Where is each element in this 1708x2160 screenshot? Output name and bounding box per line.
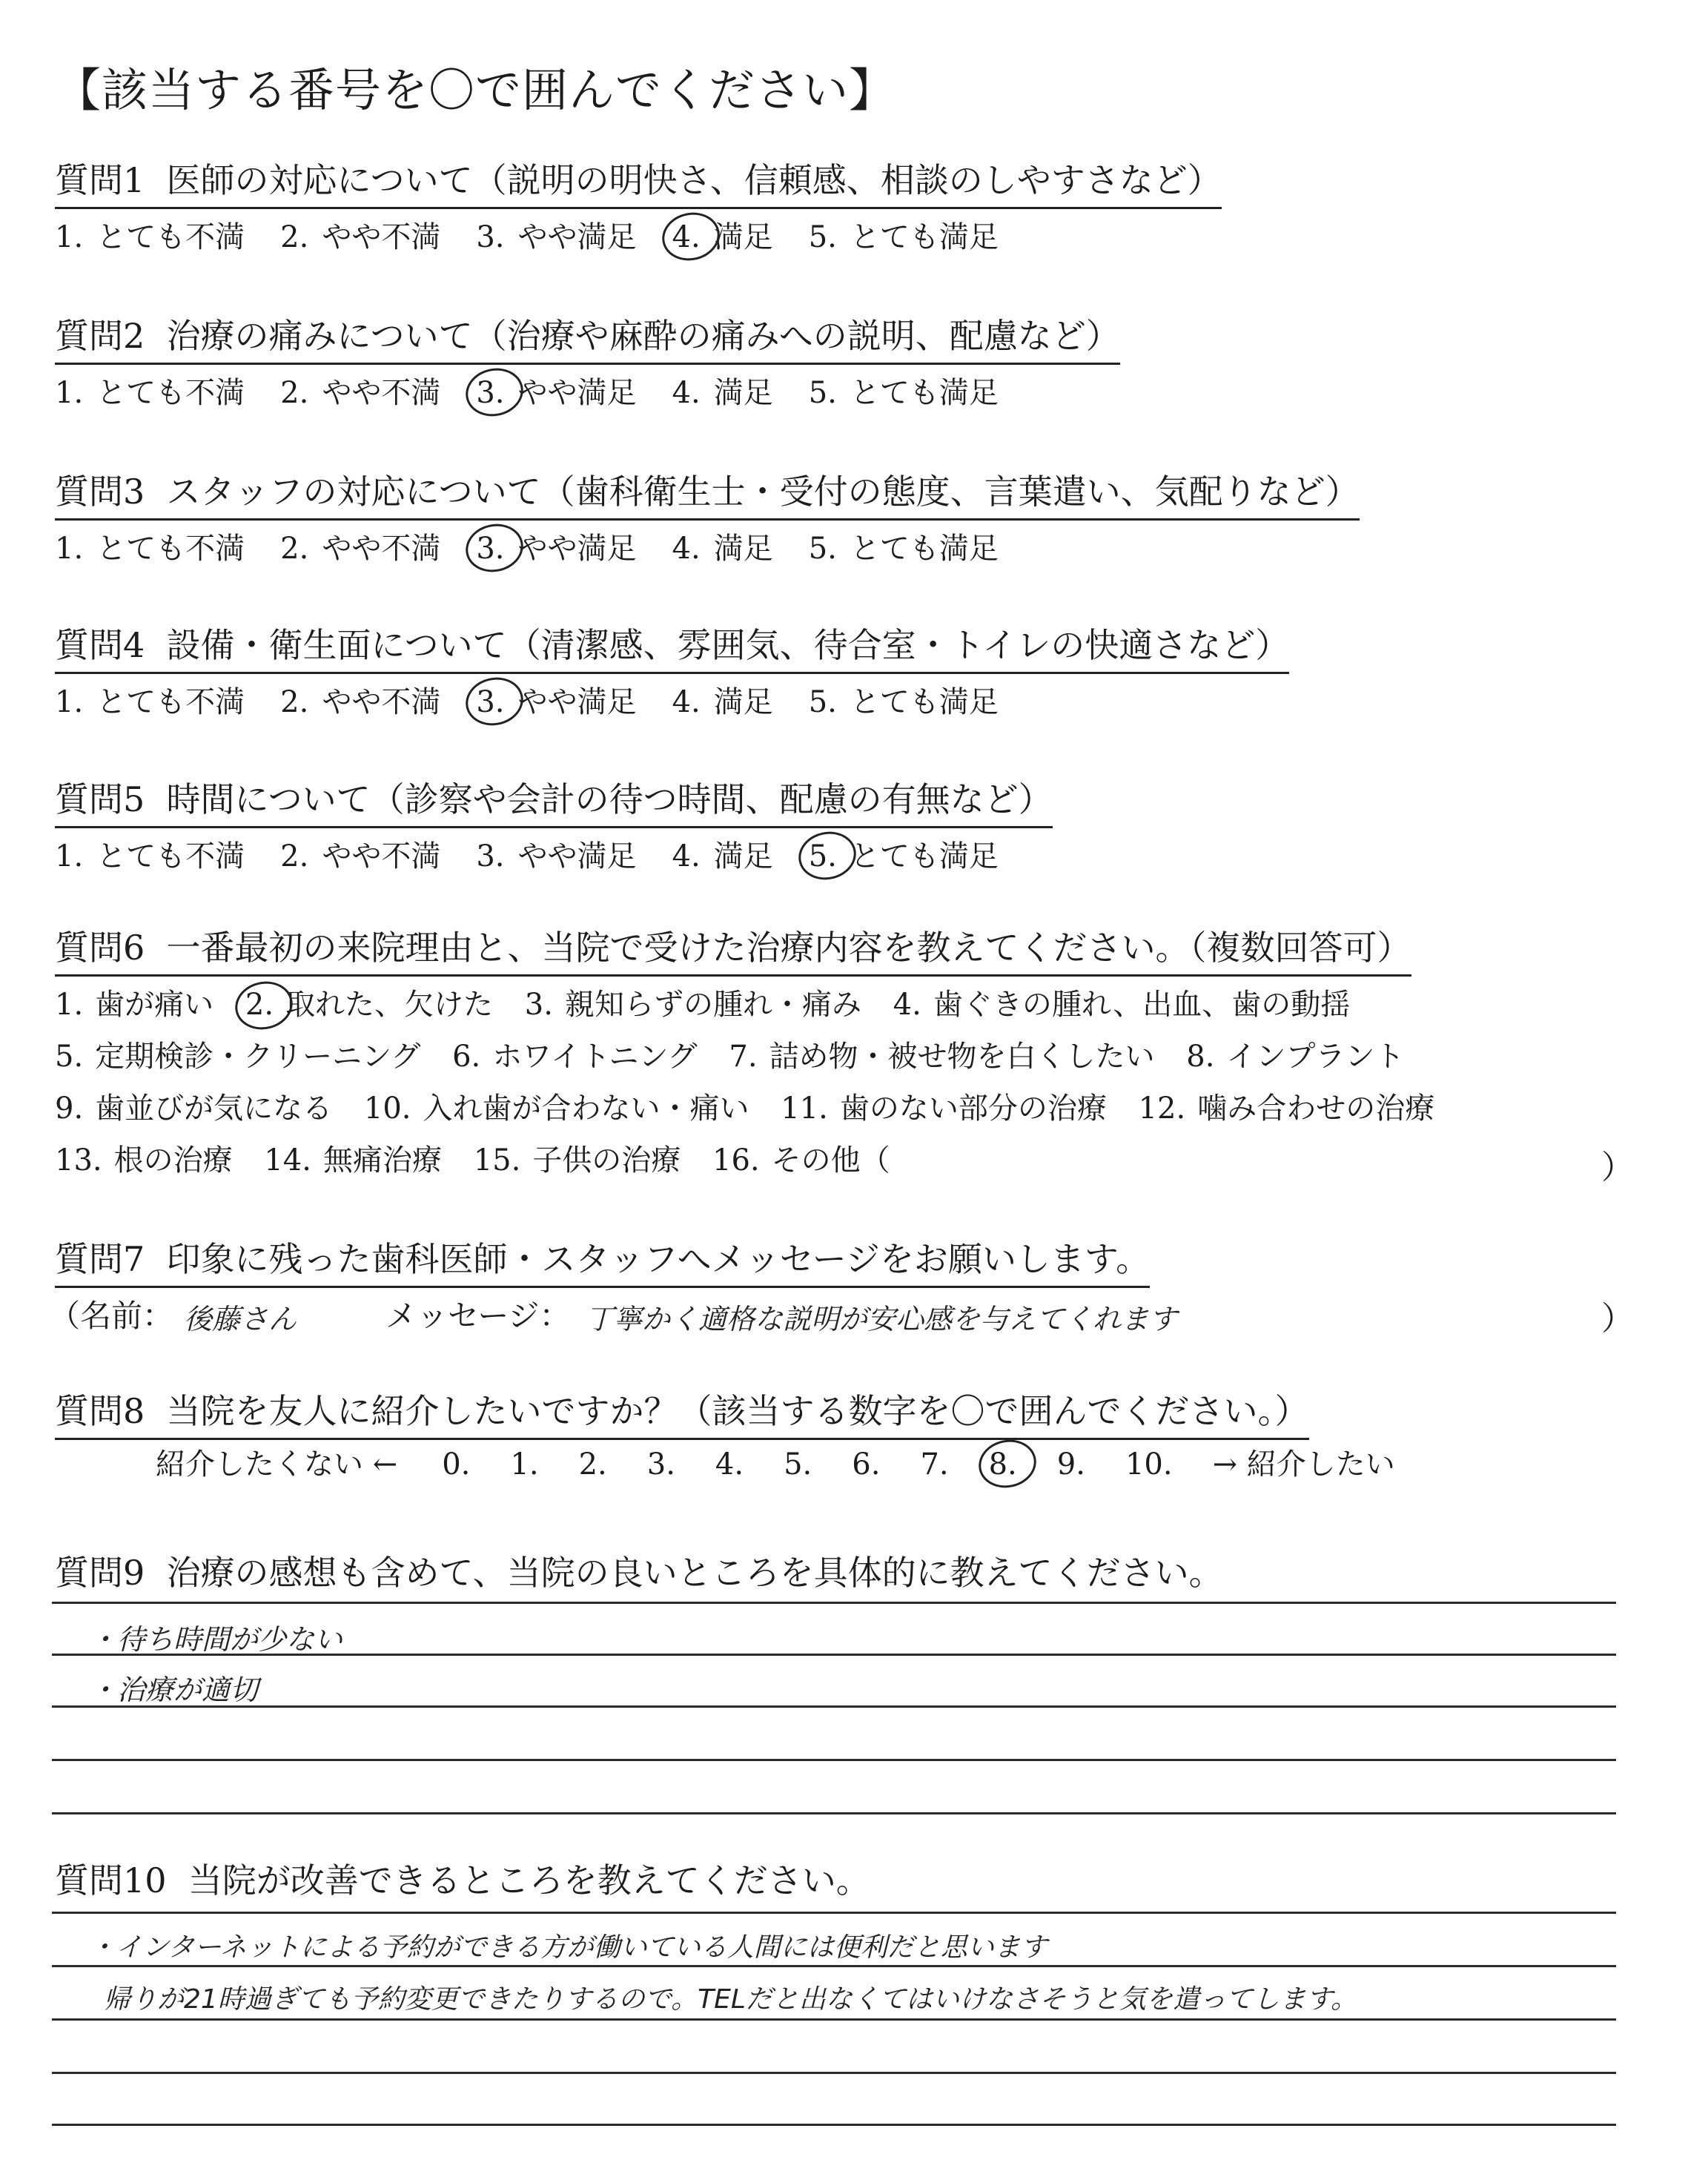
q6-option[interactable]: 入れ歯が合わない・痛い	[423, 1091, 749, 1126]
q10-answer-line[interactable]: 帰りが21時過ぎても予約変更できたりするので。TELだと出なくてはいけなさそうと気を遣ってします。	[104, 1984, 1358, 2015]
option-label[interactable]: やや満足	[517, 532, 637, 566]
q7-name-value[interactable]: 後藤さん	[184, 1303, 297, 1335]
q6-row-2: 5. 定期検診・クリーニング 6. ホワイトニング 7. 詰め物・被せ物を白くしたい 8. インプラント	[55, 1040, 1405, 1074]
question-2-text: 治療の痛みについて（治療や麻酔の痛みへの説明、配慮など）	[166, 316, 1120, 356]
option-number-selected[interactable]: 3.	[476, 685, 505, 719]
question-5-options	[55, 838, 1034, 875]
option-number[interactable]: 4.	[672, 839, 701, 873]
q8-left-label: 紹介したくない ←	[156, 1447, 398, 1482]
question-2-options	[55, 374, 1034, 412]
question-4-text: 設備・衛生面について（清潔感、雰囲気、待合室・トイレの快適さなど）	[166, 625, 1290, 665]
option-number[interactable]: 2.	[280, 220, 309, 254]
question-4-options	[55, 684, 1034, 721]
question-1-heading	[55, 159, 1222, 209]
option-number[interactable]: 1.	[55, 532, 84, 566]
option-number[interactable]: 5.	[808, 376, 837, 410]
q6-option[interactable]: 詰め物・被せ物を白くしたい	[769, 1040, 1155, 1074]
q6-option[interactable]: インプラント	[1226, 1040, 1405, 1074]
q6-row-1: 1. 歯が痛い 2. 取れた、欠けた 3. 親知らずの腫れ・痛み 4. 歯ぐきの腫れ、出血、歯の動揺	[55, 988, 1351, 1022]
question-2-label: 質問2	[55, 316, 145, 356]
question-9-heading	[55, 1546, 1223, 1595]
question-5-label: 質問5	[55, 779, 145, 819]
question-3-heading	[55, 471, 1360, 521]
q9-rule	[52, 1705, 1616, 1708]
option-label[interactable]: とても不満	[96, 376, 245, 410]
option-label[interactable]: やや満足	[517, 839, 637, 873]
q8-scale-option[interactable]: 5.	[784, 1447, 812, 1482]
q6-option[interactable]: ホワイトニング	[492, 1040, 698, 1074]
option-number-selected[interactable]: 5.	[808, 839, 837, 873]
q9-answer-line[interactable]: ・待ち時間が少ない	[89, 1623, 343, 1656]
q9-rule	[52, 1654, 1616, 1656]
option-number[interactable]: 3.	[476, 839, 505, 873]
question-3-options	[55, 530, 1034, 567]
option-number[interactable]: 2.	[280, 839, 309, 873]
option-number[interactable]: 4.	[672, 376, 701, 410]
question-4-heading	[55, 624, 1289, 674]
q10-rule	[52, 1912, 1616, 1914]
option-number[interactable]: 4.	[672, 685, 701, 719]
option-label[interactable]: とても不満	[96, 220, 245, 254]
option-number[interactable]: 2.	[280, 685, 309, 719]
q8-scale-option[interactable]: 4.	[715, 1447, 744, 1482]
q6-row-3: 9. 歯並びが気になる 10. 入れ歯が合わない・痛い 11. 歯のない部分の治療 12. 噛み合わせの治療	[55, 1091, 1435, 1126]
q7-message-label: メッセージ：	[385, 1298, 571, 1334]
option-number[interactable]: 1.	[55, 685, 84, 719]
option-label[interactable]: やや満足	[517, 220, 637, 254]
q7-close-paren: ）	[1601, 1300, 1634, 1338]
q8-right-label: → 紹介したい	[1212, 1447, 1395, 1482]
question-1-options	[55, 219, 1034, 256]
question-7-text: 印象に残った歯科医師・スタッフへメッセージをお願いします。	[166, 1239, 1151, 1279]
q8-scale-option-selected[interactable]: 8.	[988, 1447, 1017, 1482]
q9-rule	[52, 1812, 1616, 1814]
option-label[interactable]: やや満足	[517, 376, 637, 410]
question-10-label: 質問10	[55, 1860, 167, 1900]
option-label[interactable]: 満足	[713, 532, 773, 566]
q8-scale-option[interactable]: 6.	[852, 1447, 881, 1482]
option-label[interactable]: 満足	[713, 685, 773, 719]
q6-option[interactable]: 歯並びが気になる	[95, 1091, 333, 1126]
option-label[interactable]: 満足	[713, 376, 773, 410]
option-number-selected[interactable]: 3.	[476, 376, 505, 410]
q10-rule	[52, 2072, 1616, 2074]
q8-scale-option[interactable]: 3.	[646, 1447, 675, 1482]
question-10-heading	[55, 1854, 870, 1903]
q8-scale-option[interactable]: 0.	[442, 1447, 471, 1482]
q6-option[interactable]: 歯ぐきの腫れ、出血、歯の動揺	[933, 988, 1351, 1022]
q6-row-4: 13. 根の治療 14. 無痛治療 15. 子供の治療 16. その他（	[55, 1143, 890, 1178]
question-8-text: 当院を友人に紹介したいですか？（該当する数字を〇で囲んでください。）	[166, 1391, 1309, 1431]
question-10-text: 当院が改善できるところを教えてください。	[188, 1860, 870, 1900]
option-number[interactable]: 5.	[808, 532, 837, 566]
q10-rule	[52, 2018, 1616, 2021]
option-label[interactable]: とても満足	[850, 839, 999, 873]
question-1-label: 質問1	[55, 160, 145, 200]
option-label[interactable]: とても不満	[96, 685, 245, 719]
option-label[interactable]: とても満足	[850, 532, 999, 566]
option-number-selected[interactable]: 3.	[476, 532, 505, 566]
option-label[interactable]: やや不満	[322, 685, 441, 719]
option-number[interactable]: 5.	[808, 685, 837, 719]
q6-option[interactable]: 歯のない部分の治療	[839, 1091, 1107, 1126]
option-label[interactable]: やや不満	[322, 220, 441, 254]
q6-option[interactable]: 噛み合わせの治療	[1197, 1091, 1435, 1126]
option-number[interactable]: 1.	[55, 376, 84, 410]
option-number-selected[interactable]: 4.	[672, 220, 701, 254]
q8-scale-option[interactable]: 2.	[578, 1447, 607, 1482]
q6-option[interactable]: 親知らずの腫れ・痛み	[564, 988, 861, 1022]
question-8-heading	[55, 1390, 1309, 1440]
q10-answer-line[interactable]: ・インターネットによる予約ができる方が働いている人間には便利だと思います	[89, 1932, 1047, 1963]
q6-option[interactable]: 根の治療	[113, 1143, 233, 1178]
option-label[interactable]: とても不満	[96, 839, 245, 873]
option-number[interactable]: 4.	[672, 532, 701, 566]
question-8-label: 質問8	[55, 1391, 145, 1431]
question-7-heading	[55, 1238, 1150, 1288]
question-3-text: スタッフの対応について（歯科衛生士・受付の態度、言葉遣い、気配りなど）	[166, 472, 1360, 512]
q6-option-2-number[interactable]: 2.	[245, 988, 274, 1022]
option-label[interactable]: 満足	[713, 839, 773, 873]
option-label[interactable]: 満足	[713, 220, 773, 254]
q6-option[interactable]: 定期検診・クリーニング	[95, 1040, 421, 1074]
question-9-text: 治療の感想も含めて、当院の良いところを具体的に教えてください。	[166, 1553, 1223, 1593]
option-label[interactable]: とても満足	[850, 220, 999, 254]
option-number[interactable]: 3.	[476, 220, 505, 254]
question-5-text: 時間について（診察や会計の待つ時間、配慮の有無など）	[166, 779, 1053, 819]
q6-option[interactable]: 取れた、欠けた	[285, 988, 494, 1022]
q6-option[interactable]: 子供の治療	[532, 1143, 681, 1178]
question-4-label: 質問4	[55, 625, 145, 665]
option-label[interactable]: とても満足	[850, 685, 999, 719]
option-number[interactable]: 2.	[280, 532, 309, 566]
option-label[interactable]: とても満足	[850, 376, 999, 410]
option-number[interactable]: 1.	[55, 839, 84, 873]
q6-option-other[interactable]: その他（	[771, 1143, 890, 1178]
question-2-heading	[55, 315, 1120, 365]
q9-answer-line[interactable]: ・治療が適切	[89, 1674, 259, 1706]
q7-name-label: （名前：	[49, 1298, 174, 1334]
q6-option[interactable]: 歯が痛い	[95, 988, 214, 1022]
q6-option[interactable]: 無痛治療	[322, 1143, 442, 1178]
option-label[interactable]: やや不満	[322, 376, 441, 410]
question-6-heading	[55, 927, 1411, 977]
option-label[interactable]: やや満足	[517, 685, 637, 719]
question-9-label: 質問9	[55, 1553, 145, 1593]
option-number[interactable]: 2.	[280, 376, 309, 410]
page-title: 【該当する番号を〇で囲んでください】	[55, 63, 896, 117]
question-5-heading	[55, 779, 1053, 828]
option-label[interactable]: やや不満	[322, 532, 441, 566]
q9-rule	[52, 1602, 1616, 1604]
question-6-text: 一番最初の来院理由と、当院で受けた治療内容を教えてください。（複数回答可）	[166, 928, 1411, 968]
question-6-label: 質問6	[55, 928, 145, 968]
q8-scale-option[interactable]: 7.	[920, 1447, 949, 1482]
q9-rule	[52, 1759, 1616, 1761]
option-label[interactable]: やや不満	[322, 839, 441, 873]
question-7-label: 質問7	[55, 1239, 145, 1279]
q7-message-value[interactable]: 丁寧かく適格な説明が安心感を与えてくれます	[586, 1303, 1178, 1335]
question-1-text: 医師の対応について（説明の明快さ、信頼感、相談のしやすさなど）	[166, 160, 1222, 200]
q10-rule	[52, 2124, 1616, 2126]
question-3-label: 質問3	[55, 472, 145, 512]
option-label[interactable]: とても不満	[96, 532, 245, 566]
option-number[interactable]: 5.	[808, 220, 837, 254]
q10-rule	[52, 1965, 1616, 1967]
q8-scale-option[interactable]: 9.	[1056, 1447, 1085, 1482]
q6-close-paren: ）	[1601, 1149, 1634, 1186]
q8-scale-option[interactable]: 10.	[1125, 1447, 1173, 1482]
q8-scale-row	[156, 1446, 1395, 1483]
option-number[interactable]: 1.	[55, 220, 84, 254]
q8-scale-option[interactable]: 1.	[510, 1447, 539, 1482]
